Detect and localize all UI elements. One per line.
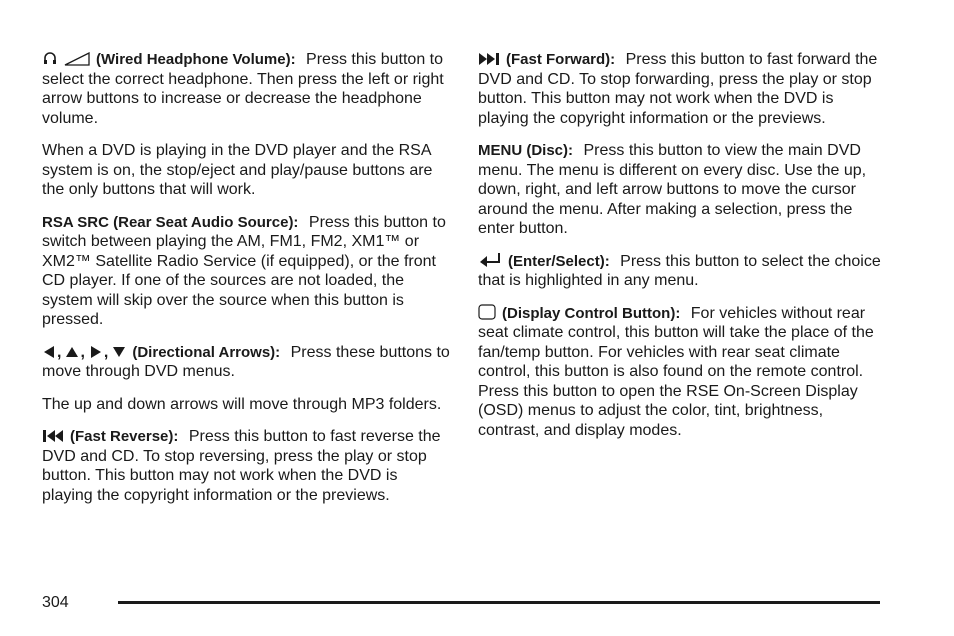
fast-forward-icon: [478, 52, 500, 66]
enter-icon: [478, 252, 502, 268]
arrows-entry: [42, 343, 452, 382]
reverse-term: (Fast Reverse):: [70, 428, 179, 445]
volume-ramp-icon: [64, 52, 90, 66]
forward-text: Press this button to fast forward the DVD and CD. To stop forwarding, press the play or stop button. This button may not work when the DVD is playing the copyright information or the previews.: [478, 51, 878, 127]
forward-entry: [478, 50, 888, 128]
forward-term: (Fast Forward):: [506, 51, 616, 68]
arrow-right-icon: [89, 345, 103, 359]
headphone-term: (Wired Headphone Volume):: [96, 51, 296, 68]
arrows-term: (Directional Arrows):: [132, 343, 281, 361]
enter-text: Press this button to select the choice that is highlighted in any menu.: [478, 252, 881, 289]
rsa-src-term: RSA SRC (Rear Seat Audio Source):: [42, 213, 299, 231]
enter-term: (Enter/Select):: [508, 252, 610, 270]
headphone-text: Press this button to select the correct headphone. Then press the left or right arrow buttons to increase or decrease the headphone volume.: [42, 51, 444, 127]
fast-reverse-icon: [42, 429, 64, 443]
left-column: [42, 50, 452, 518]
arrow-left-icon: [42, 345, 56, 359]
enter-entry: [478, 252, 888, 291]
arrow-down-icon: [112, 345, 126, 359]
menu-term: MENU (Disc):: [478, 142, 574, 159]
rsa-src-entry: [42, 213, 452, 330]
arrows-text: Press these buttons to move through DVD menus.: [42, 343, 450, 380]
arrow-up-icon: [65, 345, 79, 359]
page-number: 304: [42, 594, 69, 611]
headphone-icon: [42, 50, 58, 66]
menu-text: Press this button to view the main DVD menu. The menu is different on every disc. Use the up, down, right, and left arrow buttons to move the cursor around the menu. After making a selection, press the enter button.: [478, 142, 867, 237]
mp3-note: The up and down arrows will move through MP3 folders.: [42, 395, 442, 413]
dvd-note: When a DVD is playing in the DVD player and the RSA system is on, the stop/eject and play/pause buttons are the only buttons that will work.: [42, 142, 433, 198]
arrow-comma-1: ,: [57, 343, 62, 361]
arrow-comma-3: ,: [103, 343, 109, 361]
reverse-entry: [42, 427, 452, 505]
headphone-entry: [42, 50, 452, 128]
menu-entry: [478, 141, 888, 239]
reverse-text: Press this button to fast reverse the DVD and CD. To stop reversing, press the play or stop button. This button may not work when the DVD is playing the copyright information or the previews.: [42, 428, 441, 504]
right-column: [478, 50, 888, 453]
rsa-src-text: Press this button to switch between playing the AM, FM1, FM2, XM1™ or XM2™ Satellite Radio Service (if equipped), or the front CD player. If one of the sources are not loaded, the system will skip over the source when this button is pressed.: [42, 213, 446, 328]
display-entry: [478, 304, 888, 441]
arrow-comma-2: ,: [80, 343, 85, 361]
footer-divider: [118, 601, 880, 604]
display-control-icon: [478, 304, 496, 320]
display-text: For vehicles without rear seat climate control, this button will take the place of the fan/temp button. For vehicles with rear seat climate control, this button is also found on the remote control. Press this button to open the RSE On-Screen Display (OSD) menus to adjust the color, tint, brightness, contrast, and display modes.: [478, 304, 874, 439]
display-term: (Display Control Button):: [502, 304, 681, 322]
